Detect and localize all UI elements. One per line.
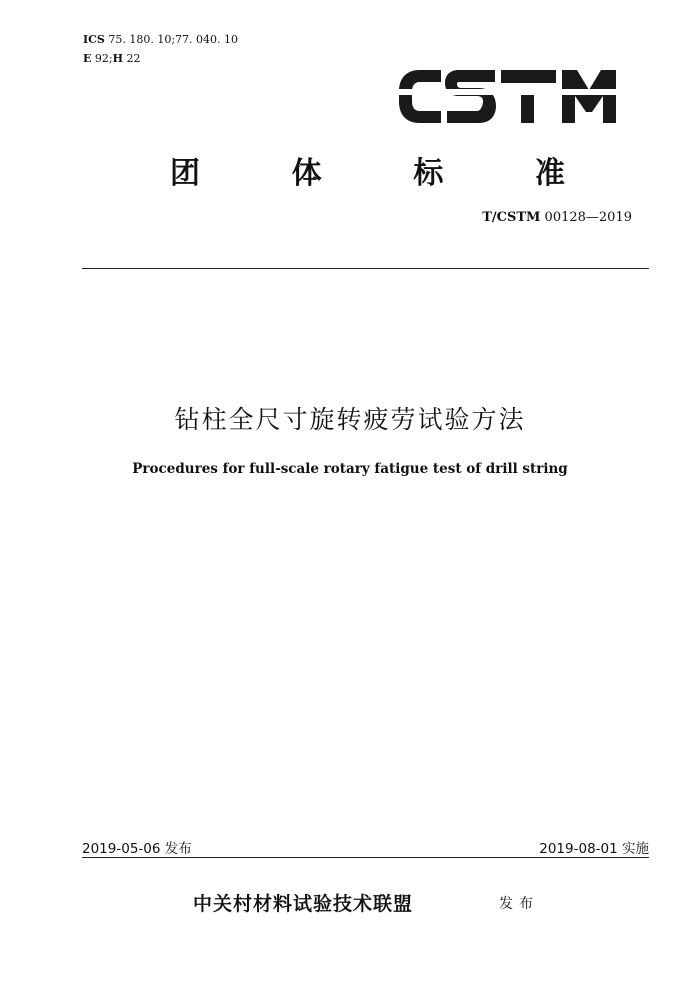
standard-number-prefix: T/CSTM — [482, 210, 541, 225]
category-char: 准 — [534, 156, 565, 191]
publish-label: 发布 — [499, 896, 539, 912]
publish-date: 2019-05-06 发布 — [82, 841, 192, 857]
category-char: 体 — [291, 156, 322, 191]
ccs-label-2: H — [112, 52, 123, 65]
ccs-value-2: 22 — [123, 52, 141, 65]
ccs-code — [83, 52, 141, 66]
ics-value: 75. 180. 10;77. 040. 10 — [104, 33, 239, 46]
cstm-logo — [397, 66, 619, 128]
top-divider — [82, 268, 649, 269]
ics-code — [83, 33, 238, 47]
title-chinese: 钻柱全尺寸旋转疲劳试验方法 — [174, 405, 526, 434]
ics-label: ICS — [83, 33, 105, 46]
standard-number — [482, 210, 632, 225]
category-char: 标 — [413, 156, 444, 191]
ccs-value: 92; — [91, 52, 113, 65]
title-english: Procedures for full-scale rotary fatigue test of drill string — [132, 461, 568, 477]
ccs-label: E — [83, 52, 92, 65]
publisher-name: 中关村材料试验技术联盟 — [193, 893, 414, 915]
implement-date: 2019-08-01 实施 — [539, 841, 649, 857]
category-char: 团 — [170, 156, 200, 191]
standard-number-value: 00128—2019 — [540, 210, 632, 225]
standard-category — [170, 150, 565, 190]
bottom-divider — [82, 857, 649, 858]
